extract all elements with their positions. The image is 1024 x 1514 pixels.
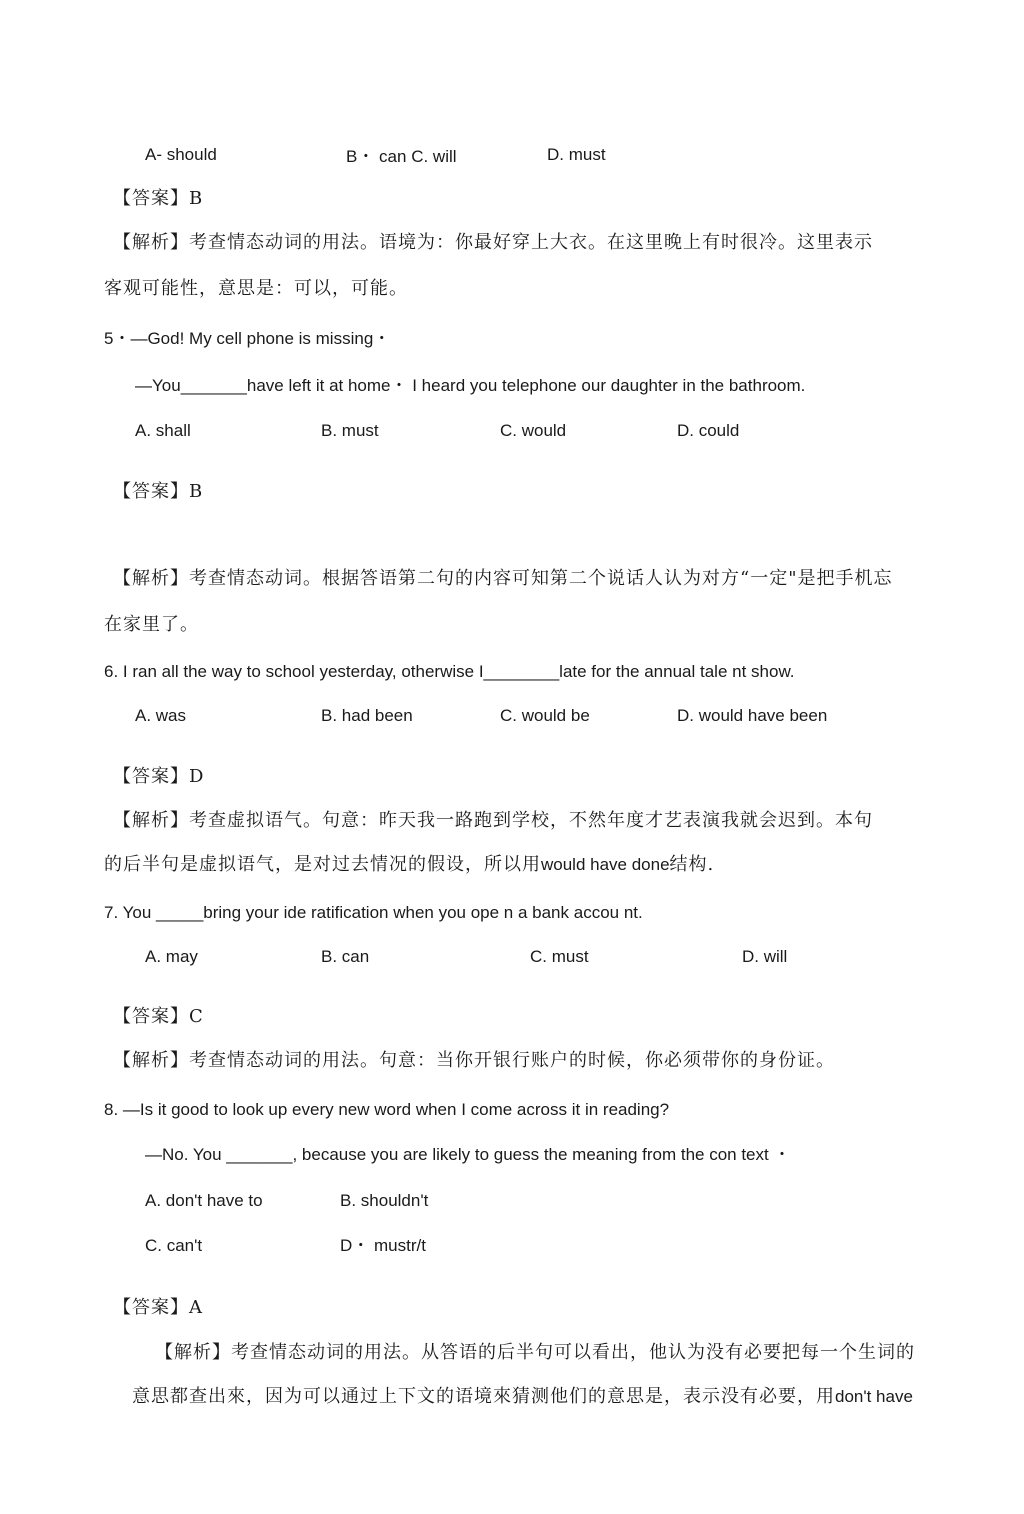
q8-option-b: B. shouldn't bbox=[340, 1191, 429, 1210]
q8-option-c: C. can't bbox=[145, 1236, 203, 1255]
q5-answer: 【答案】B bbox=[113, 481, 204, 502]
q8-analysis-line-2-text: 意思都查出來，因为可以通过上下文的语境來猜测他们的意思是，表示没有必要，用 bbox=[132, 1386, 835, 1407]
q7-option-d: D. will bbox=[742, 947, 788, 966]
q8-reply: —No. You _______, because you are likely to guess the meaning from the con text ・ bbox=[145, 1145, 791, 1164]
q8-analysis-line-2-phrase: don't have bbox=[835, 1387, 913, 1406]
q8-stem: 8. —Is it good to look up every new word when I come across it in reading? bbox=[104, 1100, 670, 1119]
q8-analysis-line-2 bbox=[132, 1386, 913, 1408]
q4-option-a: A- should bbox=[145, 145, 217, 164]
q6-option-a: A. was bbox=[135, 706, 187, 725]
q7-option-a: A. may bbox=[145, 947, 198, 966]
q6-option-d: D. would have been bbox=[677, 706, 828, 725]
q4-analysis-line-2: 客观可能性，意思是：可以，可能。 bbox=[104, 278, 408, 299]
q5-reply: —You_______have left it at home・ I heard you telephone our daughter in the bathroom. bbox=[135, 376, 806, 395]
q4-answer: 【答案】B bbox=[113, 188, 204, 209]
q7-stem: 7. You _____bring your ide ratification when you ope n a bank accou nt. bbox=[104, 903, 643, 922]
q5-option-c: C. would bbox=[500, 421, 567, 440]
q7-analysis: 【解析】考查情态动词的用法。句意：当你开银行账户的时候，你必须带你的身份证。 bbox=[113, 1050, 835, 1071]
q6-analysis-line-2-structure: would have done bbox=[541, 855, 670, 874]
q5-option-b: B. must bbox=[321, 421, 379, 440]
q6-analysis-line-2-text: 的后半句是虚拟语气，是对过去情况的假设，所以用 bbox=[104, 854, 541, 875]
q5-option-d: D. could bbox=[677, 421, 740, 440]
q6-option-c: C. would be bbox=[500, 706, 590, 725]
q5-analysis-line-1: 【解析】考查情态动词。根据答语第二句的内容可知第二个说话人认为对方“一定"是把手机忘 bbox=[113, 568, 893, 589]
q7-answer: 【答案】C bbox=[113, 1006, 204, 1027]
q6-analysis-line-2 bbox=[104, 854, 714, 876]
q8-option-d: D・ mustr/t bbox=[340, 1236, 426, 1255]
q6-stem: 6. I ran all the way to school yesterday, otherwise I________late for the annual tale nt show. bbox=[104, 662, 795, 681]
q7-option-c: C. must bbox=[530, 947, 589, 966]
q6-analysis-line-2-tail: 结构. bbox=[669, 854, 715, 875]
q6-answer: 【答案】D bbox=[113, 766, 205, 787]
q8-analysis-line-1: 【解析】考查情态动词的用法。从答语的后半句可以看出，他认为没有必要把每一个生词的 bbox=[155, 1342, 915, 1363]
q8-answer: 【答案】A bbox=[113, 1297, 203, 1318]
q5-stem: 5・—God! My cell phone is missing・ bbox=[104, 329, 391, 348]
q4-analysis-line-1: 【解析】考查情态动词的用法。语境为：你最好穿上大衣。在这里晚上有时很冷。这里表示 bbox=[113, 232, 873, 253]
q8-option-a: A. don't have to bbox=[145, 1191, 263, 1210]
q6-analysis-line-1: 【解析】考查虚拟语气。句意：昨天我一路跑到学校，不然年度才艺表演我就会迟到。本句 bbox=[113, 810, 873, 831]
q5-option-a: A. shall bbox=[135, 421, 191, 440]
q4-option-b-c: B・ can C. will bbox=[346, 147, 457, 166]
q5-analysis-line-2: 在家里了。 bbox=[104, 614, 199, 635]
q4-option-d: D. must bbox=[547, 145, 606, 164]
q6-option-b: B. had been bbox=[321, 706, 413, 725]
q7-option-b: B. can bbox=[321, 947, 370, 966]
